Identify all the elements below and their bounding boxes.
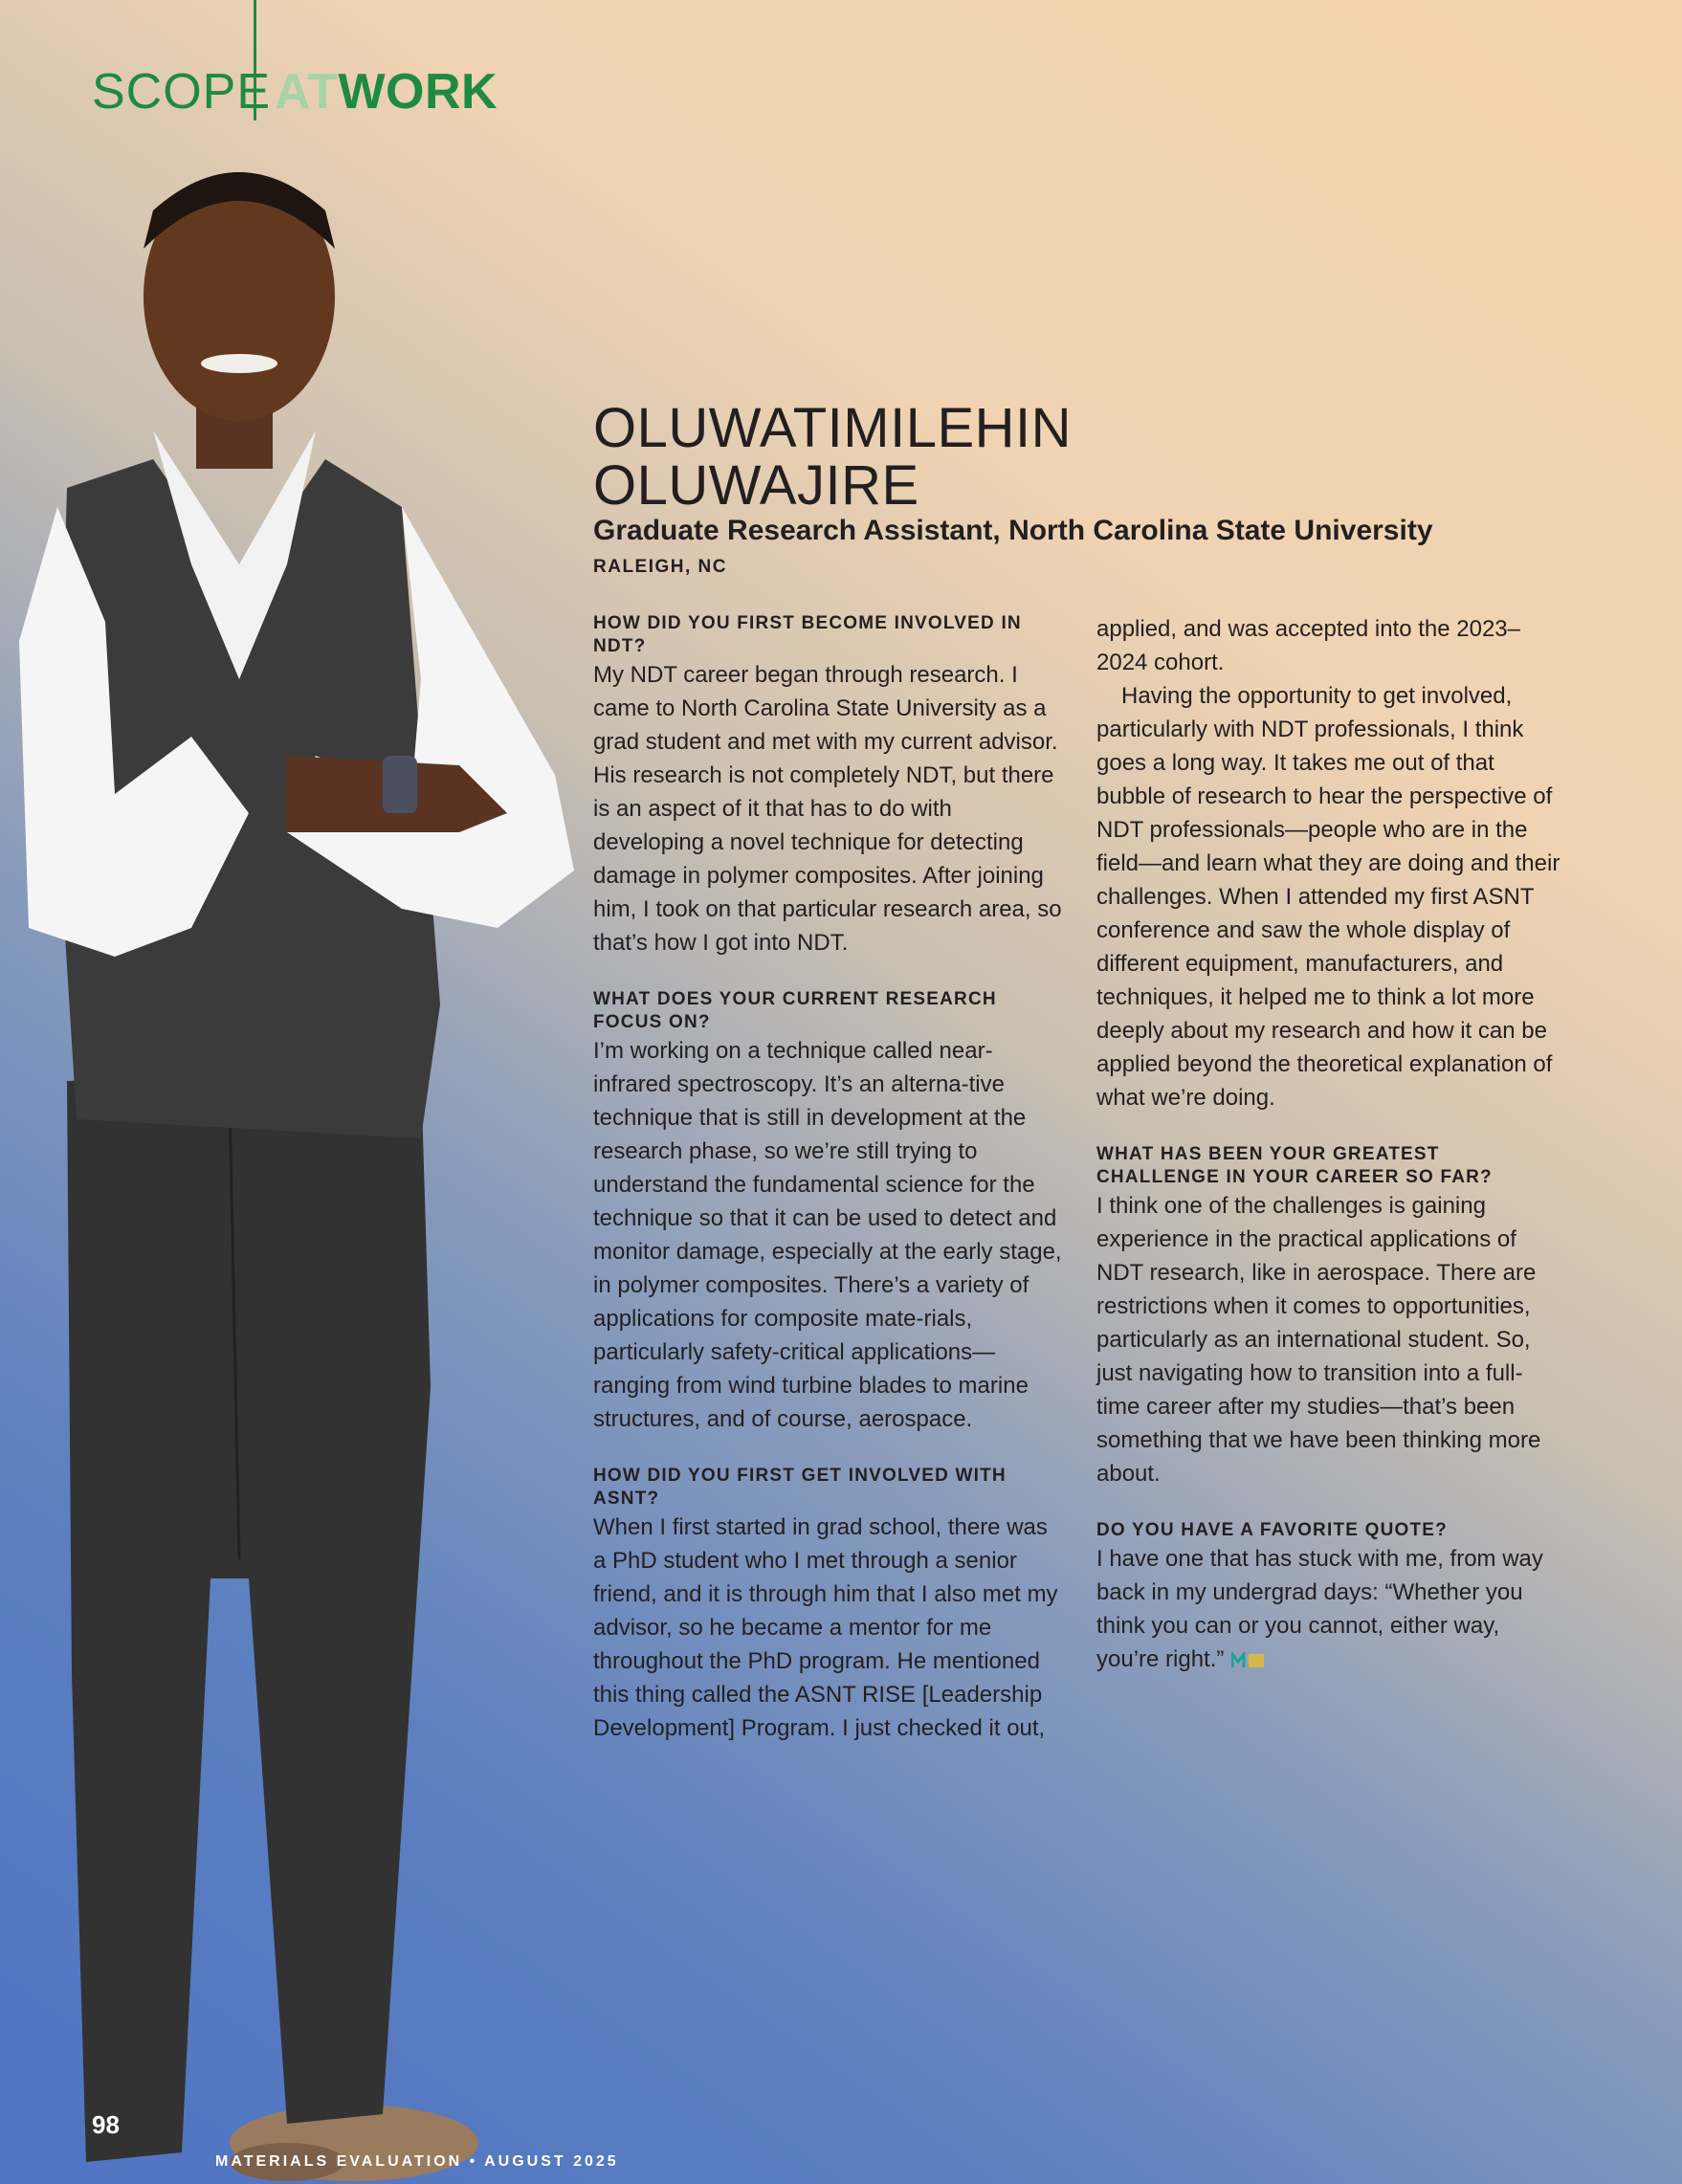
page-number: 98 bbox=[92, 2110, 120, 2139]
question-heading: WHAT DOES YOUR CURRENT RESEARCH FOCUS ON? bbox=[593, 989, 997, 1032]
question-heading: HOW DID YOU FIRST GET INVOLVED WITH ASNT? bbox=[593, 1466, 1007, 1509]
profile-name-line2: OLUWAJIRE bbox=[593, 454, 919, 517]
answer-text-quote bbox=[1096, 1542, 1565, 1676]
section-label-work: WORK bbox=[338, 64, 498, 120]
profile-title: Graduate Research Assistant, North Carolina State University bbox=[593, 515, 1433, 546]
question-heading: WHAT HAS BEEN YOUR GREATEST CHALLENGE IN YOUR CAREER SO FAR? bbox=[1096, 1144, 1493, 1187]
profile-name bbox=[593, 397, 1550, 517]
answer-text: I’m working on a technique called near-infrared spectroscopy. It’s an alterna-tive technique that is still in development at the research phase, so we’re still trying to understand the fundamental science for the technique so that it can be used to detect and monitor damage, especially at the early stage, in polymer composites. There’s a variety of applications for composite mate-rials, particularly safety-critical applications—ranging from wind turbine blades to marine structures, and of course, aerospace. bbox=[593, 1038, 1062, 1432]
answer-text: When I first started in grad school, there was a PhD student who I met through a senior friend, and it is through him that I also met my advisor, so he became a mentor for me throughout the PhD program. He mentioned this thing called the ASNT RISE [Leadership Development] Program. I just checked it out, bbox=[593, 1514, 1058, 1741]
answer-text: My NDT career began through research. I came to North Carolina State University as a grad student and met with my current advisor. His research is not completely NDT, but there is an aspect of it that has to do with developing a novel technique for detecting damage in polymer composites. After joining him, I took on that particular research area, so that’s how I got into NDT. bbox=[593, 662, 1062, 956]
question-heading: DO YOU HAVE A FAVORITE QUOTE? bbox=[1096, 1520, 1448, 1540]
profile-location: RALEIGH, NC bbox=[593, 557, 727, 577]
answer-text-continued: applied, and was accepted into the 2023–2024 cohort. bbox=[1096, 616, 1521, 675]
portrait-photo bbox=[0, 143, 612, 2184]
section-label-atwork bbox=[275, 64, 498, 120]
section-label-at: AT bbox=[275, 64, 339, 120]
question-heading: HOW DID YOU FIRST BECOME INVOLVED IN NDT? bbox=[593, 613, 1022, 656]
answer-text: I think one of the challenges is gaining experience in the practical applications of NDT research, like in aerospace. There are restrictions when it comes to opportunities, particularly as an international student. So, just navigating how to transition into a full-time career after my studies—that’s been something that we have been thinking more about. bbox=[1096, 1193, 1541, 1487]
answer-text: Having the opportunity to get involved, particularly with NDT professionals, I think goes a long way. It takes me out of that bubble of research to hear the perspective of NDT professionals—people who are in the field—and learn what they are doing and their challenges. When I attended my first ASNT conference and saw the whole display of different equipment, manufacturers, and techniques, it helped me to think a lot more deeply about my research and how it can be applied beyond the theoretical explanation of what we’re doing. bbox=[1096, 683, 1560, 1111]
quote-text: I have one that has stuck with me, from way back in my undergrad days: “Whether you think you can or you cannot, either way, you’re right.” bbox=[1096, 1546, 1543, 1672]
publication-footer: MATERIALS EVALUATION • AUGUST 2025 bbox=[215, 2153, 619, 2170]
article-column-right bbox=[1096, 612, 1565, 1705]
section-label-scope: SCOPE bbox=[92, 64, 272, 120]
article-column-left bbox=[593, 612, 1062, 1774]
end-mark-icon bbox=[1231, 1652, 1266, 1669]
profile-name-line1: OLUWATIMILEHIN bbox=[593, 397, 1073, 459]
